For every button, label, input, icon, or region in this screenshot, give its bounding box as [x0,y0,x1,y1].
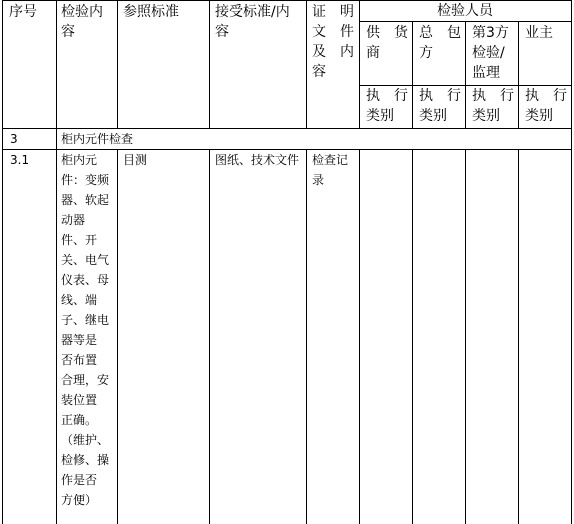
content-line: 子、继电 [61,313,110,327]
header-proof-line2: 文 件 [312,24,354,40]
header-third-party-line2: 检验/ [472,45,505,61]
content-line: （维护、 [61,433,110,447]
column-divider [359,0,360,128]
content-line: 柜内元 [61,153,98,167]
exec-category-contractor-line2: 类别 [419,108,447,124]
header-proof-line1: 证 明 [312,4,354,20]
column-divider [465,149,466,524]
header-general-contractor-line2: 方 [419,45,433,61]
content-line: 动器 [61,213,86,227]
column-divider [209,149,210,524]
content-line: 作是否 [61,473,98,487]
exec-category-third-party-line2: 类别 [472,108,500,124]
header-inspection-content-line2: 容 [61,24,75,40]
content-line: 器等是 [61,333,98,347]
content-line: 关、电气 [61,253,110,267]
content-line: 检修、操 [61,453,110,467]
row-proof-line1: 检查记 [312,153,349,167]
table-border-left [2,0,3,524]
header-seq: 序号 [9,4,37,20]
column-divider [56,0,57,524]
table-border-right [571,0,572,524]
header-supplier-line2: 商 [366,45,380,61]
column-divider [518,21,519,128]
header-reference-standard: 参照标准 [123,4,179,20]
header-supplier-line1: 供 货 [366,25,408,41]
header-owner: 业主 [525,25,553,41]
column-divider [465,21,466,128]
column-divider [306,0,307,128]
exec-category-contractor-line1: 执 行 [419,88,461,104]
row-divider [359,21,572,22]
column-divider [359,149,360,524]
content-line: 件：变频 [61,173,110,187]
content-line: 合理，安 [61,373,110,387]
exec-category-supplier-line2: 类别 [366,108,394,124]
header-inspection-content-line1: 检验内 [61,4,103,20]
content-line: 器、软起 [61,193,110,207]
content-line: 否布置 [61,353,98,367]
header-general-contractor-line1: 总 包 [419,25,461,41]
header-inspectors: 检验人员 [437,3,493,19]
row-proof-line2: 录 [312,173,325,187]
exec-category-supplier-line1: 执 行 [366,88,408,104]
header-acceptance-standard-line1: 接受标准/内 [215,4,290,20]
content-line: 仪表、母 [61,273,110,287]
exec-category-owner-line1: 执 行 [525,88,567,104]
section-title: 柜内元件检查 [61,132,134,146]
column-divider [412,149,413,524]
content-line: 正确。 [61,413,98,427]
column-divider [412,21,413,128]
content-line: 方便） [61,493,98,507]
row-reference: 目测 [123,153,148,167]
header-proof-line3: 及 内 [312,44,354,60]
row-seq: 3.1 [10,153,30,167]
column-divider [209,0,210,128]
column-divider [518,149,519,524]
section-seq: 3 [10,132,18,146]
column-divider [117,0,118,128]
column-divider [306,149,307,524]
column-divider [117,149,118,524]
content-line: 装位置 [61,393,98,407]
header-third-party-line1: 第3方 [472,25,509,41]
exec-category-owner-line2: 类别 [525,108,553,124]
header-third-party-line3: 监理 [472,65,500,81]
content-line: 件、开 [61,233,98,247]
row-acceptance: 图纸、技术文件 [215,153,300,167]
content-line: 线、端 [61,293,98,307]
exec-category-third-party-line1: 执 行 [472,88,514,104]
header-acceptance-standard-line2: 容 [215,24,229,40]
header-proof-line4: 容 [312,64,326,80]
